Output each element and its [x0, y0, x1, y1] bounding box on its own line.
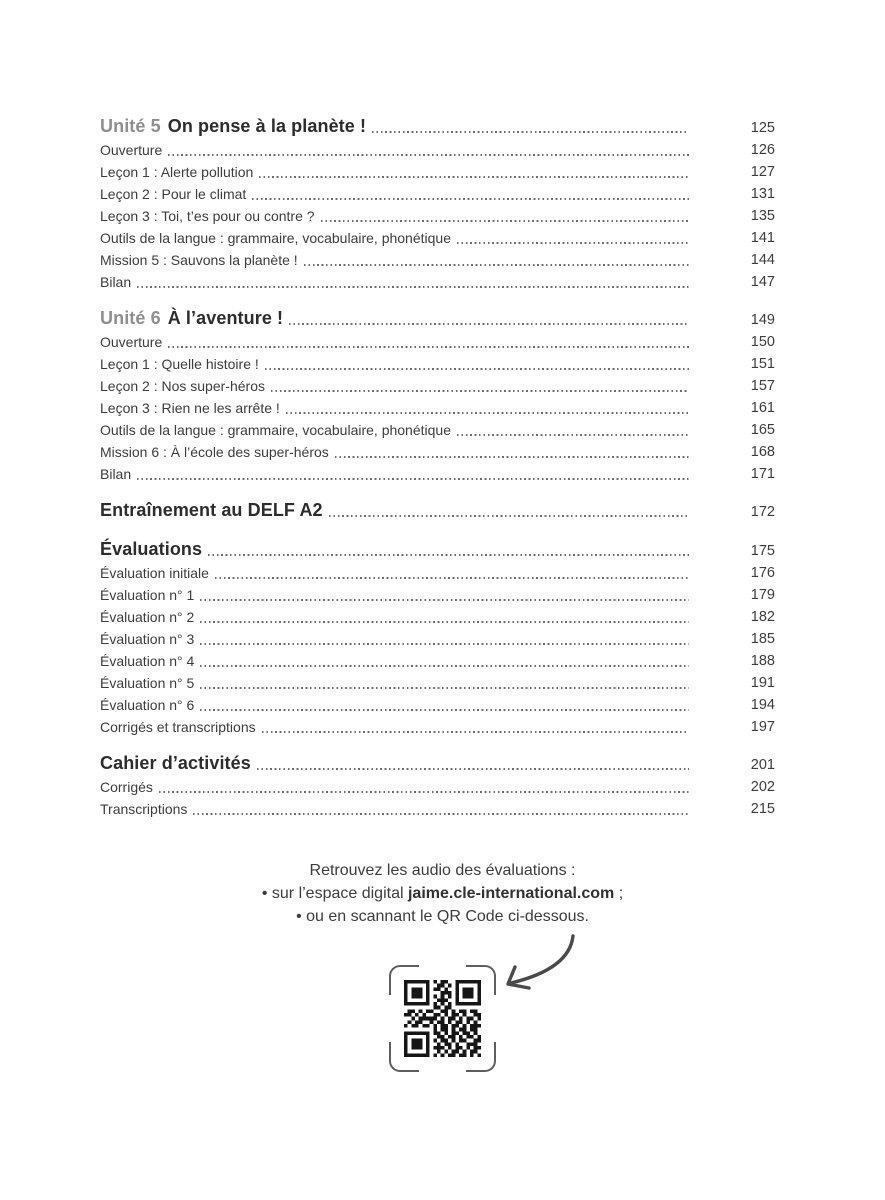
dot-leader [304, 264, 689, 266]
toc-entry-page: 215 [750, 801, 775, 817]
toc-entry [100, 671, 775, 693]
unit-number-label: Unité 5 [100, 116, 161, 136]
toc-entry [100, 138, 775, 160]
toc-entry-page: 165 [750, 422, 775, 438]
toc-entry-label: Corrigés [100, 779, 153, 795]
toc-entry-page: 157 [750, 378, 775, 394]
dot-leader [257, 768, 689, 770]
toc-entry-label: Leçon 1 : Alerte pollution [100, 164, 254, 180]
toc-section-unite-5 [100, 111, 775, 292]
audio-note-line-2 [0, 882, 885, 905]
toc-entry-label: Évaluation n° 6 [100, 697, 195, 713]
dot-leader [335, 456, 689, 458]
section-heading [100, 751, 251, 775]
toc-entry-label: Leçon 3 : Toi, t’es pour ou contre ? [100, 208, 315, 224]
toc-entry-page: 127 [750, 164, 775, 180]
dot-leader [193, 813, 689, 815]
toc-entry-label: Évaluation n° 4 [100, 653, 195, 669]
toc-entry-label: Évaluation initiale [100, 565, 209, 581]
toc-entry-page: 150 [750, 334, 775, 350]
toc-entry [100, 583, 775, 605]
toc-entry-label: Leçon 3 : Rien ne les arrête ! [100, 400, 280, 416]
dot-leader [372, 131, 689, 133]
toc-heading-row [100, 495, 775, 522]
dot-leader [259, 176, 689, 178]
toc-heading-row [100, 534, 775, 561]
toc-entry [100, 649, 775, 671]
toc-entry-label: Outils de la langue : grammaire, vocabulaire, phonétique [100, 422, 451, 438]
toc-entry [100, 352, 775, 374]
toc-entries [100, 138, 775, 292]
page-number: 149 [750, 312, 775, 328]
toc-entry-label: Leçon 2 : Nos super-héros [100, 378, 265, 394]
qr-code [404, 980, 481, 1057]
toc-entry [100, 605, 775, 627]
toc-entry-page: 171 [750, 466, 775, 482]
website-url: jaime.cle-international.com [407, 885, 615, 902]
page-number: 201 [750, 757, 775, 773]
toc-entry [100, 715, 775, 737]
toc-entry-page: 135 [750, 208, 775, 224]
toc-entry [100, 797, 775, 819]
dot-leader [457, 242, 689, 244]
toc-heading-row [100, 303, 775, 330]
toc-entry-page: 194 [750, 697, 775, 713]
toc-entry [100, 330, 775, 352]
toc-heading-row [100, 111, 775, 138]
dot-leader [200, 687, 689, 689]
toc-entry-page: 126 [750, 142, 775, 158]
toc-entry [100, 182, 775, 204]
toc-entry-label: Mission 6 : À l’école des super-héros [100, 444, 329, 460]
toc-entry [100, 627, 775, 649]
dot-leader [252, 198, 689, 200]
dot-leader [200, 665, 689, 667]
toc-entry-page: 182 [750, 609, 775, 625]
toc-heading-row [100, 748, 775, 775]
toc-entry [100, 396, 775, 418]
unit-title: À l’aventure ! [167, 308, 284, 328]
section-heading [100, 537, 202, 561]
section-title: Évaluations [100, 539, 203, 559]
toc-entry-page: 161 [750, 400, 775, 416]
section-title: Cahier d’activités [100, 753, 251, 773]
toc-entry [100, 418, 775, 440]
dot-leader [200, 709, 689, 711]
toc-entry-label: Ouverture [100, 142, 163, 158]
toc-entry-page: 202 [750, 779, 775, 795]
toc-entry-label: Ouverture [100, 334, 163, 350]
toc-entry [100, 270, 775, 292]
toc-section-delf [100, 495, 775, 522]
dot-leader [137, 478, 689, 480]
audio-note-line-2-prefix: • sur l’espace digital [261, 885, 408, 902]
qr-code-frame [389, 965, 496, 1072]
toc-entry-label: Bilan [100, 466, 132, 482]
page-number: 172 [750, 504, 775, 520]
table-of-contents [100, 111, 775, 819]
toc-entry-page: 176 [750, 565, 775, 581]
section-heading [100, 114, 366, 138]
dot-leader [200, 643, 689, 645]
toc-entry-label: Leçon 2 : Pour le climat [100, 186, 247, 202]
toc-entry-page: 151 [750, 356, 775, 372]
toc-entry [100, 775, 775, 797]
toc-entry-label: Outils de la langue : grammaire, vocabulaire, phonétique [100, 230, 451, 246]
toc-entry-page: 141 [750, 230, 775, 246]
audio-note-line-3: • ou en scannant le QR Code ci-dessous. [296, 908, 589, 925]
dot-leader [329, 515, 689, 517]
dot-leader [208, 554, 689, 556]
dot-leader [159, 791, 689, 793]
dot-leader [286, 412, 689, 414]
toc-entry-label: Transcriptions [100, 801, 188, 817]
toc-entries [100, 330, 775, 484]
dot-leader [215, 577, 689, 579]
audio-note-line-1: Retrouvez les audio des évaluations : [309, 862, 576, 879]
toc-entry [100, 204, 775, 226]
dot-leader [321, 220, 689, 222]
audio-note-line-2-suffix: ; [614, 885, 624, 902]
section-title: Entraînement au DELF A2 [100, 500, 323, 520]
toc-entry-label: Évaluation n° 5 [100, 675, 195, 691]
curved-arrow-icon [497, 932, 582, 990]
unit-title: On pense à la planète ! [167, 116, 367, 136]
toc-entry-page: 144 [750, 252, 775, 268]
dot-leader [168, 154, 689, 156]
dot-leader [262, 731, 689, 733]
section-heading [100, 498, 323, 522]
unit-number-label: Unité 6 [100, 308, 161, 328]
dot-leader [168, 346, 689, 348]
toc-entry-page: 131 [750, 186, 775, 202]
toc-entry-label: Corrigés et transcriptions [100, 719, 256, 735]
dot-leader [457, 434, 689, 436]
dot-leader [289, 323, 689, 325]
toc-entry-label: Évaluation n° 3 [100, 631, 195, 647]
toc-entry-page: 179 [750, 587, 775, 603]
toc-entry [100, 693, 775, 715]
toc-entry-label: Leçon 1 : Quelle histoire ! [100, 356, 259, 372]
toc-section-cahier [100, 748, 775, 819]
dot-leader [200, 599, 689, 601]
toc-entry-page: 188 [750, 653, 775, 669]
toc-entry [100, 160, 775, 182]
toc-entry-label: Évaluation n° 2 [100, 609, 195, 625]
toc-section-evaluations [100, 534, 775, 737]
toc-section-unite-6 [100, 303, 775, 484]
toc-entry-page: 185 [750, 631, 775, 647]
dot-leader [137, 286, 689, 288]
toc-entry-label: Mission 5 : Sauvons la planète ! [100, 252, 298, 268]
toc-entry [100, 374, 775, 396]
toc-entry [100, 561, 775, 583]
toc-entry-label: Évaluation n° 1 [100, 587, 195, 603]
page-number: 175 [750, 543, 775, 559]
page-number: 125 [750, 120, 775, 136]
toc-entry [100, 248, 775, 270]
toc-entry-page: 191 [750, 675, 775, 691]
dot-leader [200, 621, 689, 623]
toc-entry-page: 197 [750, 719, 775, 735]
audio-availability-note [0, 859, 885, 928]
dot-leader [271, 390, 689, 392]
toc-entries [100, 561, 775, 737]
toc-entry [100, 226, 775, 248]
dot-leader [265, 368, 689, 370]
toc-entries [100, 775, 775, 819]
toc-entry-label: Bilan [100, 274, 132, 290]
section-heading [100, 306, 283, 330]
toc-entry [100, 440, 775, 462]
toc-entry [100, 462, 775, 484]
toc-entry-page: 147 [750, 274, 775, 290]
toc-entry-page: 168 [750, 444, 775, 460]
